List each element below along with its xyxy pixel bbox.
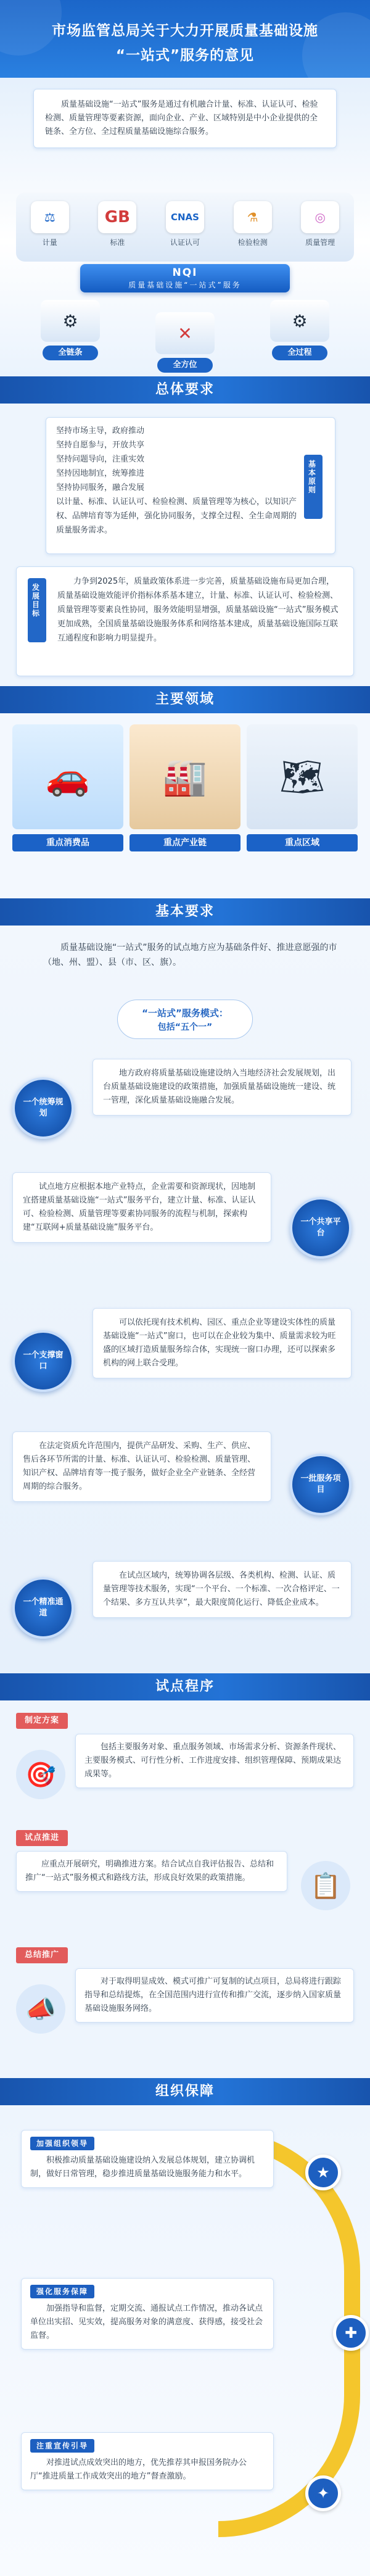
org-item xyxy=(21,2130,274,2188)
intro-section xyxy=(0,78,370,376)
service-text: 地方政府将质量基础设施建设纳入当地经济社会发展规划，出台质量基础设施建设的政策措施，加强质量基础设施统一建设、统一管理，深化质量基础设施融合发展。 xyxy=(92,1059,352,1116)
procedure-step xyxy=(16,1830,354,1941)
basic-intro-text: 质量基础设施“一站式”服务的试点地方应为基础条件好、推进意愿强的市（地、州、盟）、县（市、区、旗）。 xyxy=(43,943,337,967)
principle-item: 坚持因地制宜，统筹推进 xyxy=(56,469,145,478)
procedure-step-text: 应重点开展研究，明确推进方案。结合试点自我评估报告、总结和推广“一站式”服务模式和路线方法，形成良好效果的政策措施。 xyxy=(16,1851,287,1892)
gb-standard-icon: GB xyxy=(98,201,136,233)
service-mode-subtitle: 包括“五个一” xyxy=(157,1022,213,1032)
area-key-region xyxy=(247,724,358,854)
icon-label: 计量 xyxy=(42,238,57,247)
target-label: 全链条 xyxy=(43,346,98,360)
cnas-logo-icon: CNAS xyxy=(166,201,204,233)
general-section xyxy=(0,404,370,686)
principle-item: 坚持自愿参与，开放共享 xyxy=(56,441,145,450)
target-icon: 🎯 xyxy=(16,1750,65,1799)
principles-card xyxy=(46,417,335,554)
goal-text: 力争到2025年，质量政策体系进一步完善，质量基础设施布局更加合理，质量基础设施效能评价指标体系基本建立，计量、标准、认证认可、检验检测、质量管理等要素良性协同，服务效能明显增强，质量基础设施“一站式”服务模式更加成熟，全国质量基础设施服务体系和网络基本建成，质量基础设施国际互联互通程度和影响力明显提升。 xyxy=(57,577,339,643)
procedure-section xyxy=(0,1700,370,2078)
service-badge: 一个支撑窗口 xyxy=(12,1330,74,1392)
page-title-line1: 市场监管总局关于大力开展质量基础设施 xyxy=(52,23,318,39)
area-consumer-goods xyxy=(12,724,123,854)
target-full-process xyxy=(263,300,337,360)
service-text: 试点地方应根据本地产业特点，企业需要和资源现状，因地制宜搭建质量基础设施“一站式”服务平台，建立计量、标准、认证认可、检验检测、质量管理等要素协同服务的流程与机制，探索构建“互联网+质量基础设施”服务平台。 xyxy=(12,1172,271,1243)
basic-principles-tag: 基本原则 xyxy=(304,455,323,519)
service-text: 在试点区域内，统筹协调各层级、各类机构、检测、认证、质量管理等技术服务，实现“一个平台、一个标准、一次合格评定、一个结果、多方互认共享”，最大限度简化运行、降低企业成本。 xyxy=(92,1561,352,1618)
area-label: 重点区域 xyxy=(247,834,358,851)
target-full-chain xyxy=(33,300,107,360)
development-goal-tag: 发展目标 xyxy=(28,578,46,642)
nqi-banner-title: NQI xyxy=(172,267,198,279)
service-text: 可以依托现有技术机构、园区、重点企业等建设实体性的质量基础设施“一站式”窗口，也可以在企业较为集中、质量需求较为旺盛的区域打造质量服务综合体，实现统一窗口办理，还可以探索多机构的网上联合受理。 xyxy=(92,1308,352,1378)
procedure-step-text: 对于取得明显成效、模式可推广可复制的试点项目，总局将进行跟踪指导和总结提炼，在全国范围内进行宣传和推广交流，逐步纳入国家质量基础设施服务网络。 xyxy=(75,1968,354,2023)
org-item-text: 积极推动质量基础设施建设纳入发展总体规划，建立协调机制，做好日常管理，稳步推进质量基础设施服务能力和水平。 xyxy=(30,2156,255,2179)
service-targets xyxy=(0,300,370,368)
service-item xyxy=(12,1431,358,1543)
section-title-basic: 基本要求 xyxy=(0,898,370,926)
procedure-step xyxy=(16,1947,354,2071)
service-mode-title: “一站式”服务模式： xyxy=(142,1008,228,1019)
procedure-step-tag: 试点推进 xyxy=(16,1830,68,1846)
service-badge: 一个统筹规划 xyxy=(12,1077,74,1139)
target-label: 全过程 xyxy=(272,346,327,360)
goal-card xyxy=(16,566,354,676)
car-icon: 🚗 xyxy=(12,724,123,829)
service-item xyxy=(12,1172,358,1296)
sparkle-icon: ✦ xyxy=(305,2475,341,2511)
service-item xyxy=(12,1308,358,1419)
cross-arrows-icon: ✕ xyxy=(155,312,215,354)
icon-item-standard xyxy=(92,201,142,247)
element-icons-row xyxy=(16,193,354,262)
clipboard-icon: 📋 xyxy=(301,1861,350,1910)
nqi-banner-subtitle: 质量基础设施“一站式”服务 xyxy=(128,281,242,289)
quality-target-icon: ◎ xyxy=(301,201,339,233)
icon-item-testing xyxy=(228,201,278,247)
section-title-general: 总体要求 xyxy=(0,376,370,404)
service-badge: 一个精准通道 xyxy=(12,1577,74,1639)
map-icon: 🗺 xyxy=(247,724,358,829)
page-header xyxy=(0,0,370,78)
gear-icon: ⚙ xyxy=(270,300,329,342)
principle-item: 坚持市场主导，政府推动 xyxy=(56,426,145,436)
star-icon: ★ xyxy=(305,2155,341,2190)
procedure-step-tag: 总结推广 xyxy=(16,1947,68,1963)
principle-item: 坚持问题导向，注重实效 xyxy=(56,455,145,464)
intro-paragraph: 质量基础设施“一站式”服务是通过有机融合计量、标准、认证认可、检验检测、质量管理等要素资源，面向企业、产业、区域特别是中小企业提供的全链条、全方位、全过程质量基础设施综合服务。 xyxy=(33,89,337,148)
plus-icon: ✚ xyxy=(333,2315,369,2351)
gear-icon: ⚙ xyxy=(41,300,100,342)
org-item-heading: 强化服务保障 xyxy=(30,2285,94,2298)
icon-label: 标准 xyxy=(110,238,125,247)
scale-icon: ⚖ xyxy=(31,201,69,233)
icon-label: 质量管理 xyxy=(305,238,335,247)
org-item xyxy=(21,2278,274,2350)
section-title-org: 组织保障 xyxy=(0,2078,370,2105)
areas-section xyxy=(0,713,370,898)
megaphone-icon: 📣 xyxy=(16,1984,65,2034)
principles-tail: 以计量、标准、认证认可、检验检测、质量管理等为核心，以知识产权、品牌培育等为延伸，强化协同服务，支撑全过程、全生命周期的质量服务需求。 xyxy=(56,497,297,535)
section-title-areas: 主要领域 xyxy=(0,686,370,713)
service-text: 在法定资质允许范围内，提供产品研发、采购、生产、供应、售后各环节所需的计量、标准、认证认可、检验检测、质量管理、知识产权、品牌培育等一揽子服务，做好企业全产业链条、全经营周期的综合服务。 xyxy=(12,1431,271,1502)
area-industry-chain xyxy=(130,724,240,854)
target-all-aspects xyxy=(148,312,222,373)
icon-label: 检验检测 xyxy=(237,238,268,247)
section-title-procedure: 试点程序 xyxy=(0,1673,370,1700)
area-label: 重点消费品 xyxy=(12,834,123,851)
flask-icon: ⚗ xyxy=(234,201,272,233)
service-item xyxy=(12,1561,358,1660)
icon-item-certification xyxy=(160,201,210,247)
org-item-text: 加强指导和监督，定期交流、通报试点工作情况，推动各试点单位出实招、见实效，提高服务对象的满意度、获得感，接受社会监督。 xyxy=(30,2304,263,2340)
org-section xyxy=(0,2105,370,2576)
area-label: 重点产业链 xyxy=(130,834,240,851)
principle-item: 坚持协同服务，融合发展 xyxy=(56,483,145,492)
org-item-heading: 加强组织领导 xyxy=(30,2137,94,2150)
service-mode-heading xyxy=(117,1000,253,1039)
page-title-line2: “一站式”服务的意见 xyxy=(115,48,255,64)
procedure-step xyxy=(16,1713,354,1824)
icon-item-metrology xyxy=(25,201,75,247)
service-badge: 一个共享平台 xyxy=(290,1197,352,1259)
service-badge: 一批服务项目 xyxy=(290,1454,352,1515)
procedure-step-tag: 制定方案 xyxy=(16,1713,68,1729)
icon-label: 认证认可 xyxy=(170,238,200,247)
org-item-heading: 注重宣传引导 xyxy=(30,2439,94,2453)
service-item xyxy=(12,1059,358,1164)
icon-item-quality xyxy=(295,201,345,247)
org-item-text: 对推进试点成效突出的地方，优先推荐其申报国务院办公厅“推进质量工作成效突出的地方”督查激励。 xyxy=(30,2458,247,2481)
org-item xyxy=(21,2432,274,2490)
factory-icon: 🏭 xyxy=(130,724,240,829)
target-label: 全方位 xyxy=(157,358,213,373)
procedure-step-text: 包括主要服务对象、重点服务领域、市场需求分析、资源条件现状、主要服务模式、可行性分析、工作进度安排、组织管理保障、预期成果达成果等。 xyxy=(75,1734,354,1788)
nqi-banner xyxy=(80,264,290,292)
basic-section xyxy=(0,926,370,1673)
